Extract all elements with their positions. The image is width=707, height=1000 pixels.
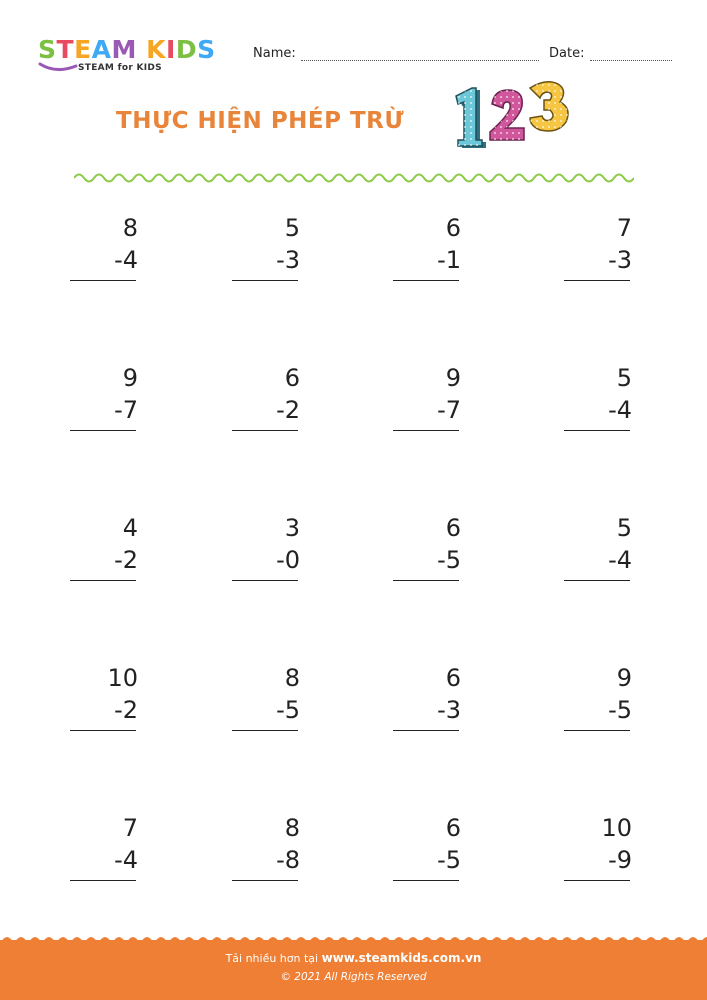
subtrahend: -4 <box>608 546 632 574</box>
minuend: 6 <box>445 814 461 842</box>
logo-letter: I <box>166 35 176 64</box>
worksheet-title: THỰC HIỆN PHÉP TRỪ <box>116 108 405 134</box>
answer-line[interactable] <box>232 430 298 431</box>
subtrahend: -3 <box>276 246 300 274</box>
minuend: 3 <box>284 514 300 542</box>
subtrahend: -4 <box>114 846 138 874</box>
footer-bar <box>0 940 707 1000</box>
minuend: 10 <box>107 664 138 692</box>
numbers-123-icon <box>450 76 575 156</box>
subtraction-problem <box>232 364 312 444</box>
subtrahend: -2 <box>276 396 300 424</box>
logo-letter: D <box>175 35 198 64</box>
minuend: 5 <box>616 364 632 392</box>
logo-swoosh-icon <box>38 60 78 74</box>
name-field[interactable] <box>301 60 539 61</box>
minuend: 4 <box>122 514 138 542</box>
subtraction-problem <box>564 814 644 894</box>
subtraction-problem <box>232 664 312 744</box>
minuend: 8 <box>284 814 300 842</box>
logo-letter: K <box>146 35 166 64</box>
answer-line[interactable] <box>564 430 630 431</box>
subtrahend: -7 <box>114 396 138 424</box>
subtrahend: -4 <box>608 396 632 424</box>
wavy-divider <box>74 170 634 186</box>
subtrahend: -0 <box>276 546 300 574</box>
answer-line[interactable] <box>393 580 459 581</box>
subtraction-problem <box>564 364 644 444</box>
subtrahend: -5 <box>437 846 461 874</box>
footer-copyright: © 2021 All Rights Reserved <box>280 971 427 983</box>
subtrahend: -5 <box>276 696 300 724</box>
logo-letter: M <box>111 35 137 64</box>
logo-letter: A <box>91 35 112 64</box>
subtrahend: -2 <box>114 546 138 574</box>
footer-prefix: Tải nhiều hơn tại <box>225 952 322 965</box>
date-field[interactable] <box>590 60 672 61</box>
subtraction-problem <box>70 514 150 594</box>
steam-kids-logo <box>38 36 238 80</box>
logo-letter: S <box>197 35 216 64</box>
subtrahend: -9 <box>608 846 632 874</box>
minuend: 6 <box>284 364 300 392</box>
minuend: 7 <box>122 814 138 842</box>
answer-line[interactable] <box>232 580 298 581</box>
minuend: 10 <box>601 814 632 842</box>
answer-line[interactable] <box>70 880 136 881</box>
name-label: Name: <box>253 46 296 61</box>
subtrahend: -1 <box>437 246 461 274</box>
minuend: 8 <box>284 664 300 692</box>
subtraction-problem <box>564 664 644 744</box>
footer-site-link[interactable]: www.steamkids.com.vn <box>321 951 482 965</box>
answer-line[interactable] <box>393 280 459 281</box>
minuend: 6 <box>445 214 461 242</box>
subtraction-problem <box>393 514 473 594</box>
subtraction-problem <box>232 814 312 894</box>
answer-line[interactable] <box>232 280 298 281</box>
subtrahend: -4 <box>114 246 138 274</box>
date-label: Date: <box>549 46 585 61</box>
answer-line[interactable] <box>70 580 136 581</box>
answer-line[interactable] <box>393 880 459 881</box>
minuend: 5 <box>284 214 300 242</box>
logo-subtitle: STEAM for KIDS <box>78 63 162 73</box>
subtrahend: -3 <box>437 696 461 724</box>
subtraction-problem <box>393 664 473 744</box>
answer-line[interactable] <box>564 880 630 881</box>
subtrahend: -7 <box>437 396 461 424</box>
logo-letter: E <box>74 35 92 64</box>
answer-line[interactable] <box>564 730 630 731</box>
subtraction-problem <box>232 514 312 594</box>
minuend: 9 <box>122 364 138 392</box>
logo-letter: T <box>56 35 75 64</box>
answer-line[interactable] <box>564 280 630 281</box>
minuend: 8 <box>122 214 138 242</box>
minuend: 9 <box>616 664 632 692</box>
subtrahend: -5 <box>608 696 632 724</box>
subtrahend: -5 <box>437 546 461 574</box>
minuend: 6 <box>445 514 461 542</box>
answer-line[interactable] <box>232 730 298 731</box>
answer-line[interactable] <box>564 580 630 581</box>
logo-letter <box>137 36 146 64</box>
subtraction-problem <box>70 814 150 894</box>
minuend: 6 <box>445 664 461 692</box>
subtraction-problem <box>70 214 150 294</box>
answer-line[interactable] <box>70 280 136 281</box>
subtrahend: -8 <box>276 846 300 874</box>
logo-letter: S <box>38 35 57 64</box>
answer-line[interactable] <box>393 730 459 731</box>
subtraction-problem <box>70 664 150 744</box>
subtraction-problem <box>232 214 312 294</box>
subtraction-problem <box>564 514 644 594</box>
subtrahend: -3 <box>608 246 632 274</box>
answer-line[interactable] <box>70 430 136 431</box>
subtraction-problem <box>564 214 644 294</box>
minuend: 7 <box>616 214 632 242</box>
subtraction-problem <box>393 214 473 294</box>
answer-line[interactable] <box>70 730 136 731</box>
answer-line[interactable] <box>393 430 459 431</box>
minuend: 5 <box>616 514 632 542</box>
answer-line[interactable] <box>232 880 298 881</box>
subtraction-problem <box>393 364 473 444</box>
footer-download-text <box>0 951 707 965</box>
subtraction-problem <box>70 364 150 444</box>
subtrahend: -2 <box>114 696 138 724</box>
subtraction-problem <box>393 814 473 894</box>
minuend: 9 <box>445 364 461 392</box>
